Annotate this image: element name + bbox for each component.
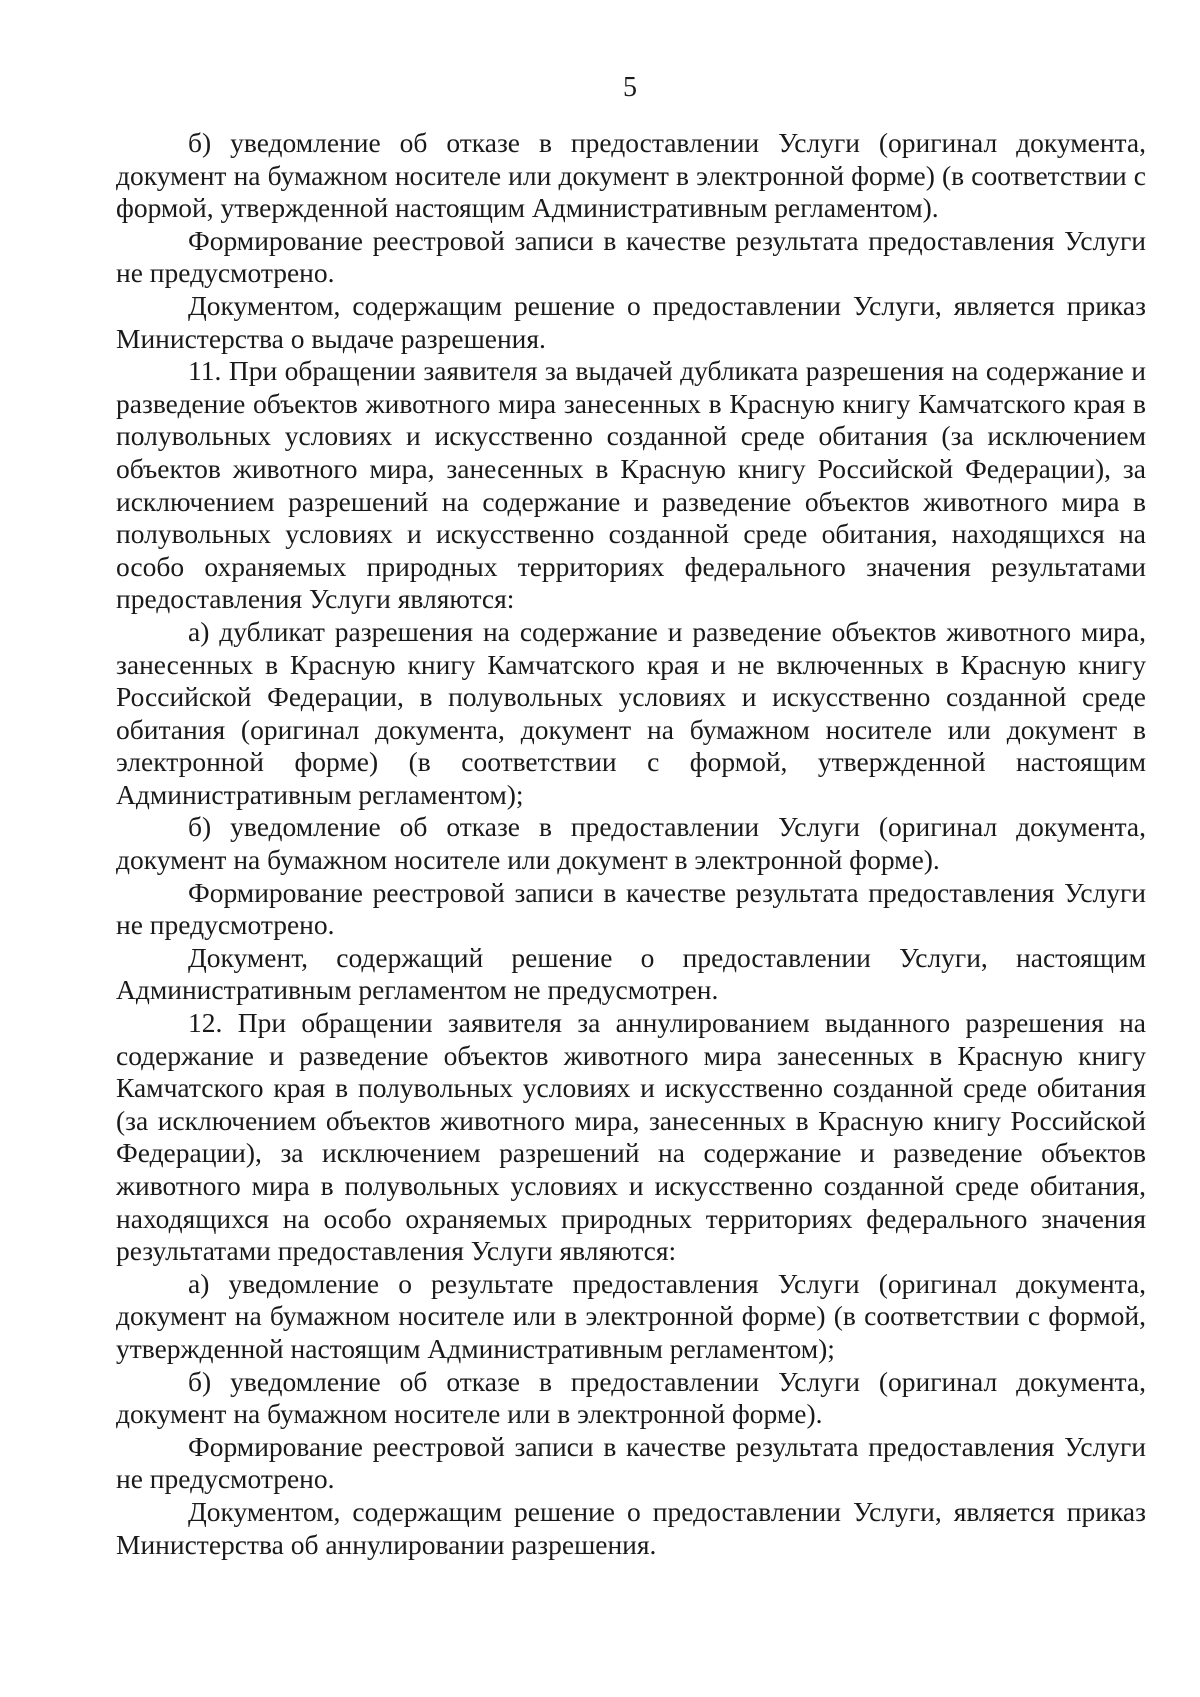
paragraph-3-decision-document: Документом, содержащим решение о предоставлении Услуги, является приказ Министерства о выдаче разрешения.: [116, 289, 1146, 354]
paragraph-12-registry-record: Формирование реестровой записи в качестве результата предоставления Услуги не предусмотрено.: [116, 1430, 1146, 1495]
paragraph-1-result-refusal-notice: б) уведомление об отказе в предоставлении Услуги (оригинал документа, документ на бумажном носителе или документ в электронной форме) (в соответствии с формой, утвержденной настоящим Административным регламентом).: [116, 127, 1146, 224]
paragraph-8-decision-document: Документ, содержащий решение о предоставлении Услуги, настоящим Административным регламентом не предусмотрен.: [116, 941, 1146, 1006]
paragraph-2-registry-record: Формирование реестровой записи в качестве результата предоставления Услуги не предусмотрено.: [116, 224, 1146, 289]
paragraph-6-refusal-notice: б) уведомление об отказе в предоставлении Услуги (оригинал документа, документ на бумажном носителе или документ в электронной форме).: [116, 811, 1146, 876]
paragraph-13-decision-document: Документом, содержащим решение о предоставлении Услуги, является приказ Министерства об аннулировании разрешения.: [116, 1495, 1146, 1560]
page-number: 5: [623, 72, 637, 103]
paragraph-7-registry-record: Формирование реестровой записи в качестве результата предоставления Услуги не предусмотрено.: [116, 876, 1146, 941]
document-body: [116, 127, 1146, 1561]
paragraph-4-clause-11: 11. При обращении заявителя за выдачей дубликата разрешения на содержание и разведение объектов животного мира занесенных в Красную книгу Камчатского края в полувольных условиях и искусственно созданной среде обитания (за исключением объектов животного мира, занесенных в Красную книгу Российской Федерации), за исключением разрешений на содержание и разведение объектов животного мира в полувольных условиях и искусственно созданной среде обитания, находящихся на особо охраняемых природных территориях федерального значения результатами предоставления Услуги являются:: [116, 355, 1146, 615]
paragraph-11-refusal-notice: б) уведомление об отказе в предоставлении Услуги (оригинал документа, документ на бумажном носителе или в электронной форме).: [116, 1365, 1146, 1430]
paragraph-10-result-notice: а) уведомление о результате предоставления Услуги (оригинал документа, документ на бумажном носителе или в электронной форме) (в соответствии с формой, утвержденной настоящим Административным регламентом);: [116, 1267, 1146, 1364]
paragraph-9-clause-12: 12. При обращении заявителя за аннулированием выданного разрешения на содержание и разведение объектов животного мира занесенных в Красную книгу Камчатского края в полувольных условиях и искусственно созданной среде обитания (за исключением объектов животного мира, занесенных в Красную книгу Российской Федерации), за исключением разрешений на содержание и разведение объектов животного мира в полувольных условиях и искусственно созданной среде обитания, находящихся на особо охраняемых природных территориях федерального значения результатами предоставления Услуги являются:: [116, 1007, 1146, 1267]
paragraph-5-duplicate-permit: а) дубликат разрешения на содержание и разведение объектов животного мира, занесенных в Красную книгу Камчатского края и не включенных в Красную книгу Российской Федерации, в полувольных условиях и искусственно созданной среде обитания (оригинал документа, документ на бумажном носителе или документ в электронной форме) (в соответствии с формой, утвержденной настоящим Административным регламентом);: [116, 615, 1146, 810]
